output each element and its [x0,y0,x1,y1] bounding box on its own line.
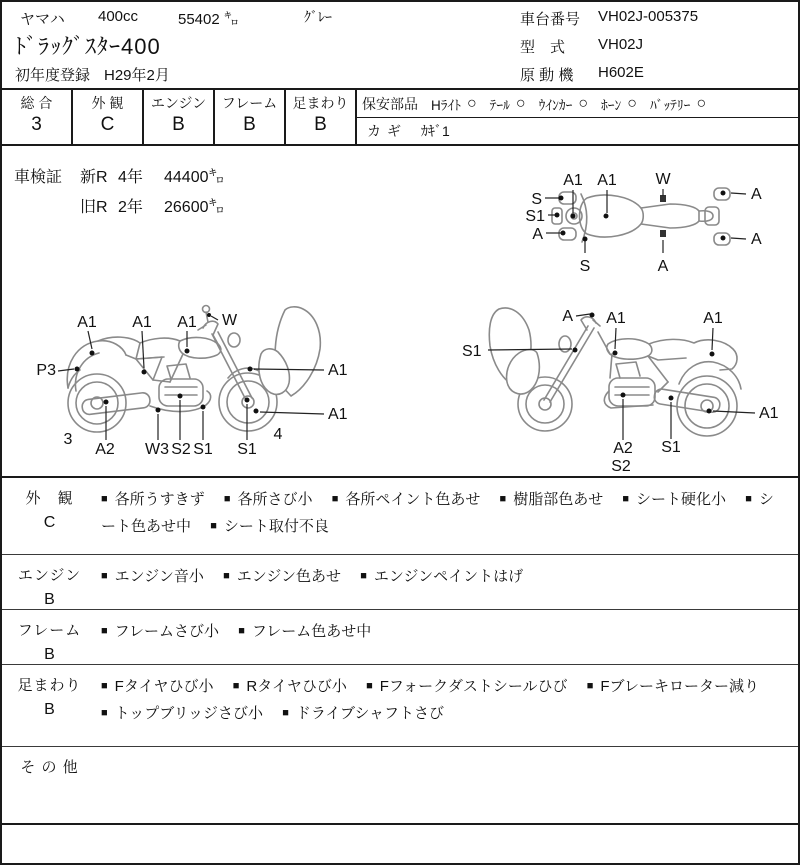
defect-item [101,568,204,585]
diagram-label: A [657,258,669,275]
model-code-label: 型 式 [520,39,566,56]
first-registration-value: H29年2月 [104,67,170,84]
defect-text: 各所ペイント色あせ [345,491,481,508]
safety-parts-box [357,90,798,144]
diagram-label: A1 [77,314,97,331]
shaken-label: 車検証 [14,169,63,186]
diagram-label: A [751,186,762,203]
mileage: 55402 ㌔ [178,11,239,28]
grade-label: 足まわり [292,95,349,111]
defect-row-grade: B [44,701,55,718]
defect-text: Rタイヤひび小 [246,678,347,695]
diagram-label: A1 [132,314,152,331]
diagram-label: S1 [525,208,545,225]
model-code: VH02J [598,36,644,53]
safety-part-winker [539,94,588,114]
diagram-label: S1 [193,441,213,458]
defect-row-frame [2,610,798,665]
shaken-km: 26600㌔ [164,199,225,216]
part-name: ﾎｰﾝ [601,97,622,113]
bullet-icon: ■ [210,520,217,532]
bullet-icon: ■ [360,570,367,582]
bullet-icon: ■ [101,493,108,505]
defect-row-other [2,747,798,825]
defect-item [223,568,341,585]
defect-items [97,665,798,746]
diagram-label: 3 [63,431,73,448]
grade-label: フレーム [221,95,278,111]
defect-text: トップブリッジさび小 [114,705,264,722]
motorcycle-top-art [552,188,730,245]
defect-item [282,705,444,722]
defect-row-label: エンジン [17,567,82,584]
status-circle-icon: ○ [627,94,637,112]
safety-parts-label: 保安部品 [362,95,418,112]
bullet-icon: ■ [586,680,594,692]
bullet-icon: ■ [366,680,373,692]
bullet-icon: ■ [101,570,108,582]
defect-text: 樹脂部色あせ [513,491,604,508]
safety-parts-row [357,90,798,118]
part-name: ｳｲﾝｶｰ [538,97,573,113]
defect-row-label: フレーム [17,622,82,639]
defect-items [97,478,798,554]
diagram-label: S [531,191,542,208]
defect-row-undercarriage [2,665,798,747]
defect-text: シート硬化小 [636,491,727,508]
diagram-label: A [751,231,762,248]
engine-code: H602E [598,64,644,81]
defect-row-grade: B [44,646,55,663]
grade-value: B [243,114,256,135]
defect-text: 各所さび小 [237,491,313,508]
part-name: ﾊﾞｯﾃﾘｰ [649,97,691,113]
defect-row-header [2,555,97,609]
bullet-icon: ■ [622,493,630,505]
side-right-diagram [442,292,782,472]
safety-part-taillight [490,94,526,114]
key-label: カギ [367,123,407,139]
defect-text: フレームさび小 [114,623,220,640]
bullet-icon: ■ [282,707,289,719]
diagram-label: A1 [703,310,723,327]
defect-row-label: そ の 他 [20,759,79,776]
defect-item [238,623,371,640]
defect-item [101,678,214,695]
diagram-label: W [222,312,238,329]
defect-items [97,555,798,609]
grade-label: エンジン [150,95,207,111]
bullet-icon: ■ [331,493,339,505]
grade-cell-engine [144,90,215,144]
defect-item [101,623,219,640]
defect-table [2,476,798,825]
diagram-label: P3 [36,362,56,379]
diagram-label: S2 [611,458,631,472]
defect-item [210,518,329,535]
side-left-diagram [32,292,362,472]
defect-text: エンジンペイントはげ [373,568,524,585]
diagram-label: W3 [145,441,169,458]
shaken-block [14,164,225,224]
defect-text: Fタイヤひび小 [114,678,214,695]
grade-value: C [100,114,115,135]
grade-label: 外 観 [91,95,124,111]
defect-text: Fブレーキローター減り [600,678,759,695]
safety-part-battery [650,94,706,114]
defect-item [224,491,313,508]
motorcycle-side-art [489,308,741,436]
diagram-label: A2 [613,440,633,457]
model-name: ﾄﾞﾗｯｸﾞｽﾀｰ400 [15,34,161,59]
shaken-term: 新R [80,169,108,186]
grade-cell-frame [215,90,286,144]
diagram-label: A [562,308,573,325]
diagram-label: A1 [597,172,617,189]
bullet-icon: ■ [499,493,507,505]
diagram-label: S1 [237,441,257,458]
color: ｸﾞﾚｰ [304,9,332,25]
defect-row-header [2,610,97,664]
chassis-label: 車台番号 [520,11,581,28]
safety-part-headlight [431,94,477,114]
key-row [357,118,798,144]
defect-text: シート取付不良 [223,518,329,535]
part-name: ﾃｰﾙ [489,97,510,113]
shaken-row-old [80,194,225,217]
defect-text: Fフォークダストシールひび [379,678,568,695]
status-circle-icon: ○ [696,94,707,112]
defect-row-engine [2,555,798,610]
diagram-label: S [579,258,591,275]
key-value: ｶｷﾞ1 [421,123,450,139]
first-registration-label: 初年度登録 [15,67,91,84]
shaken-rows [80,164,225,224]
diagram-label: A [532,226,543,243]
diagram-label: A1 [328,362,348,379]
defect-text: シート色あせ中 [101,491,774,535]
defect-row-header [2,665,97,746]
diagram-label: S1 [462,343,482,360]
bullet-icon: ■ [232,680,240,692]
status-circle-icon: ○ [515,94,526,112]
diagram-label: A2 [95,441,115,458]
top-view-diagram [502,152,800,292]
grade-bar [2,88,798,146]
defect-item [360,568,523,585]
defect-item [233,678,347,695]
part-name: Hﾗｲﾄ [431,97,461,113]
bullet-icon: ■ [238,625,245,637]
defect-row-grade: C [43,514,56,531]
defect-item [587,678,759,695]
shaken-years: 2年 [118,199,143,216]
shaken-km: 44400㌔ [164,169,225,186]
defect-item [500,491,604,508]
grade-value: 3 [31,114,42,135]
engine-code-label: 原 動 機 [520,67,574,84]
diagram-label: S2 [171,441,191,458]
safety-part-horn [601,94,637,114]
diagram-label: A1 [563,172,583,189]
defect-item [622,491,726,508]
bullet-icon: ■ [745,493,752,505]
bullet-icon: ■ [101,707,108,719]
defect-items [97,747,798,823]
diagram-label: 4 [273,426,283,443]
defect-text: 各所うすきず [114,491,205,508]
defect-item [332,491,481,508]
defect-row-exterior [2,478,798,555]
defect-row-label: 外 観 [25,490,74,507]
shaken-term: 旧R [80,199,108,216]
status-circle-icon: ○ [467,94,477,112]
bullet-icon: ■ [101,625,108,637]
diagram-label: A1 [759,405,779,422]
shaken-row-new [80,164,225,187]
defect-row-header [2,478,97,554]
diagram-label: A1 [606,310,626,327]
bullet-icon: ■ [223,570,230,582]
bullet-icon: ■ [223,493,231,505]
defect-text: エンジン音小 [114,568,204,585]
grade-cell-total [2,90,73,144]
diagram-label: A1 [177,314,197,331]
diagram-label: S1 [661,439,681,456]
grade-value: B [172,114,185,135]
grade-label: 総 合 [20,95,53,111]
grade-cell-exterior [73,90,144,144]
displacement: 400cc [98,8,139,25]
maker: ヤマハ [20,11,65,28]
defect-item [101,491,205,508]
grade-value: B [314,114,327,135]
defect-text: ドライブシャフトさび [295,705,445,722]
grade-cell-undercarriage [286,90,357,144]
defect-items [97,610,798,664]
bullet-icon: ■ [101,680,108,692]
diagram-label: A1 [328,406,348,423]
shaken-years: 4年 [118,169,143,186]
defect-text: エンジン色あせ [236,568,342,585]
chassis-number: VH02J-005375 [598,8,699,25]
defect-row-label: 足まわり [17,677,82,694]
defect-text: フレーム色あせ中 [251,623,372,640]
defect-row-grade: B [44,591,55,608]
tick-marks [660,195,666,237]
status-circle-icon: ○ [578,94,589,112]
diagram-label: W [655,171,671,188]
defect-item [366,678,567,695]
defect-item [101,705,263,722]
defect-row-header [2,747,97,823]
